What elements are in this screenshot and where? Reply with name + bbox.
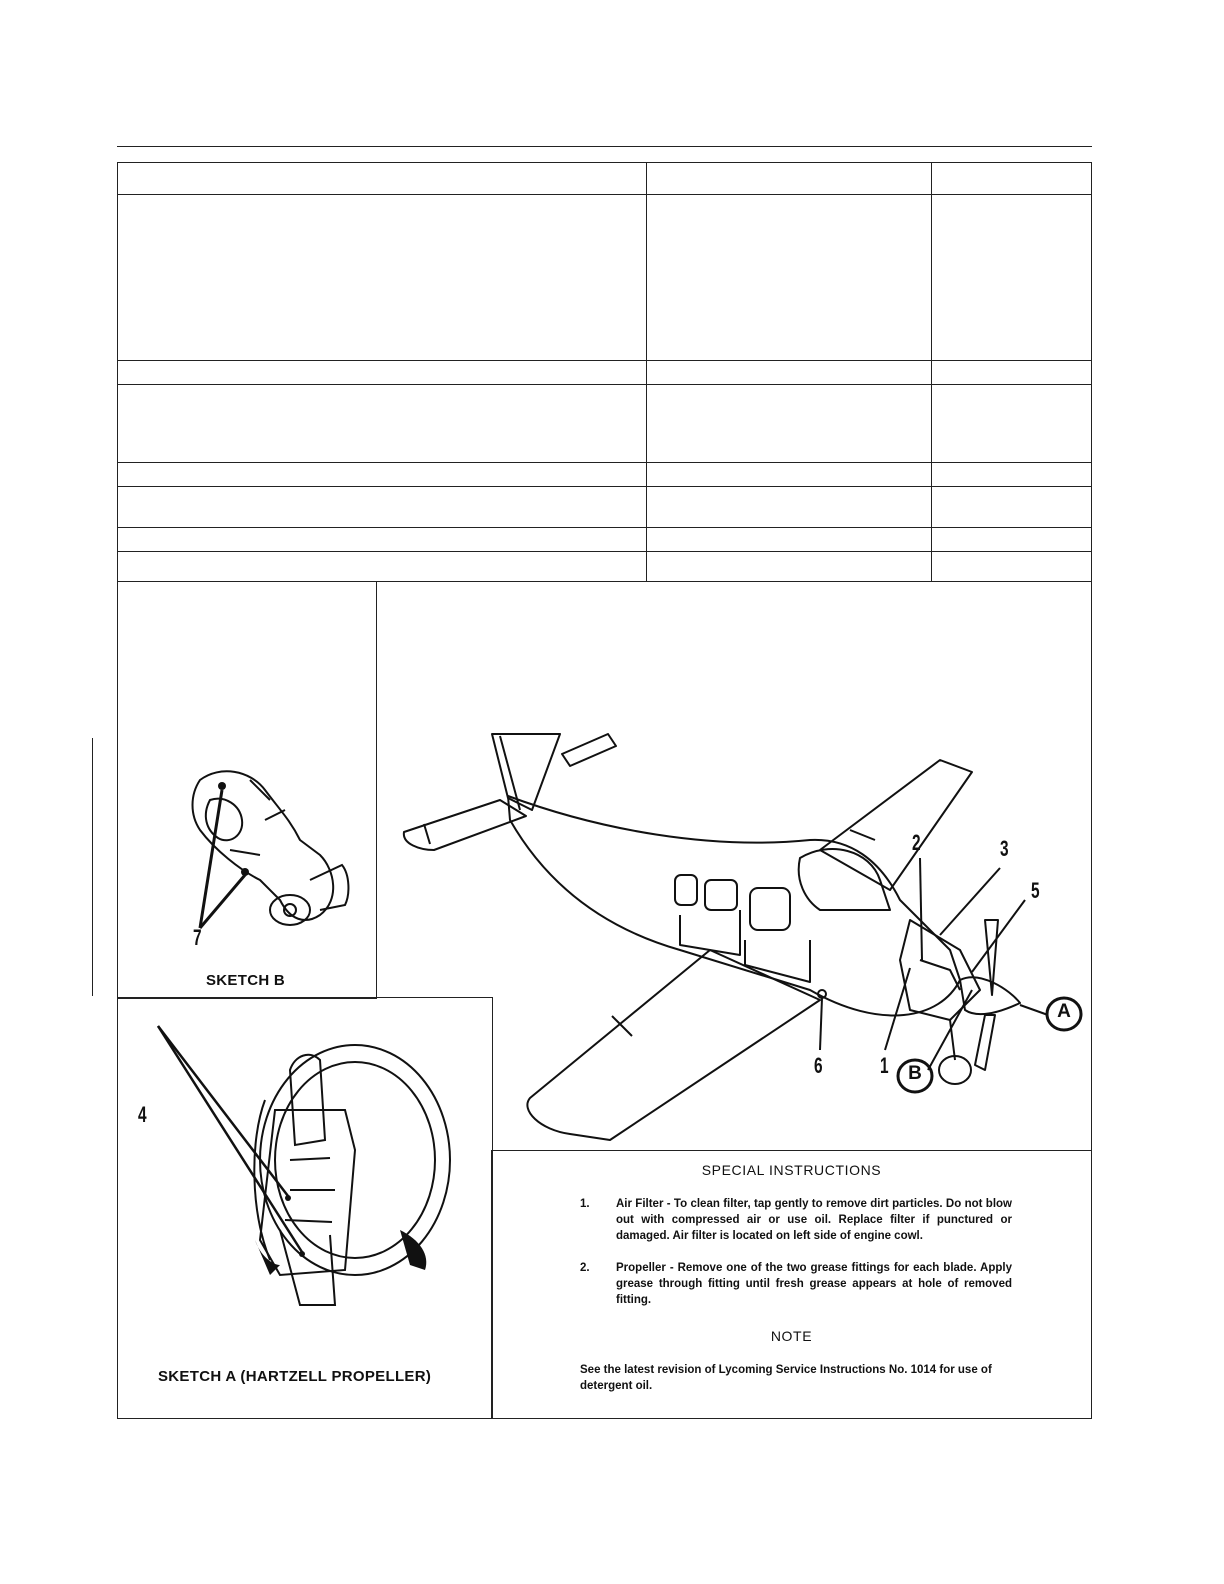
airplane-callout-3: 3: [1000, 836, 1009, 861]
sketch-b-callout: 7: [193, 925, 202, 950]
airplane-drawing: [380, 720, 1090, 1150]
instruction-item: Air Filter - To clean filter, tap gently to remove dirt particles. Do not blow out with compressed air or use oil. Replace filter if punctured or damaged. Air filter is located on left side of engine cowl.: [616, 1198, 1012, 1242]
table-row: [118, 195, 1091, 361]
airplane-callout-2: 2: [912, 830, 921, 855]
top-rule: [117, 146, 1092, 147]
table-row: [118, 385, 1091, 463]
special-instructions-title: SPECIAL INSTRUCTIONS: [701, 1162, 882, 1178]
circle-b-label: B: [908, 1063, 922, 1084]
sketch-b-caption: SKETCH B: [206, 972, 286, 989]
instruction-number: 2.: [580, 1262, 590, 1274]
sketch-b-drawing: [170, 760, 370, 940]
special-instructions: [492, 1152, 1091, 1417]
lubrication-table: [117, 162, 1092, 582]
note-text: See the latest revision of Lycoming Service Instructions No. 1014 for use of detergent oil.: [580, 1364, 992, 1392]
instruction-number: 1.: [580, 1198, 590, 1210]
circle-a-label: A: [1057, 1001, 1071, 1022]
airplane-callout-6: 6: [814, 1053, 823, 1078]
table-header-row: [118, 163, 1091, 195]
sketch-a-callout: 4: [138, 1102, 147, 1127]
table-row: [118, 487, 1091, 528]
instruction-item: Propeller - Remove one of the two grease fittings for each blade. Apply grease through fitting until fresh grease appears at hole of removed fitting.: [616, 1262, 1012, 1306]
airplane-callout-5: 5: [1031, 878, 1040, 903]
table-row: [118, 528, 1091, 552]
revision-bar: [92, 738, 93, 996]
table-row: [118, 361, 1091, 385]
note-title: NOTE: [770, 1328, 813, 1344]
table-row: [118, 463, 1091, 487]
sketch-a-caption: SKETCH A (HARTZELL PROPELLER): [158, 1368, 432, 1385]
airplane-callout-1: 1: [880, 1053, 889, 1078]
